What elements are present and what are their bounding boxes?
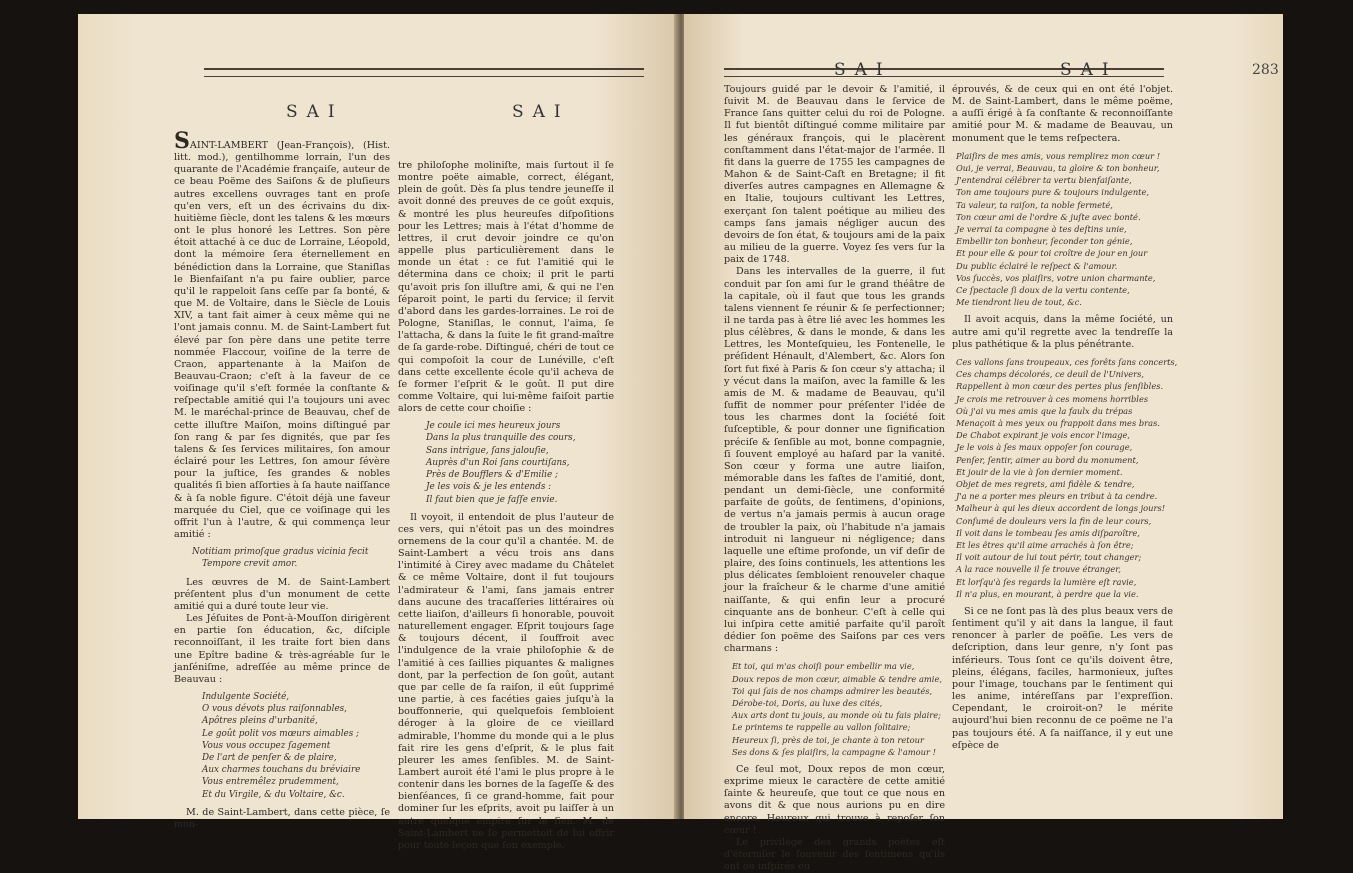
verse-line: Doux repos de mon cœur, aimable & tendre amie, [732, 673, 942, 684]
verse-line: A la race nouvelle il ſe trouve étranger, [956, 564, 1121, 575]
verse-line: Rappellent à mon cœur des pertes plus ſenſibles. [956, 381, 1164, 392]
verse-line: Auprès d'un Roi ſans courtiſans, [426, 457, 570, 468]
verse-line: Dans la plus tranquille des cours, [426, 433, 576, 444]
verse-line: Malheur à qui les dieux accordent de longs jours! [956, 503, 1166, 514]
running-head-left: SAI [286, 102, 344, 122]
verse-line: Vos ſuccès, vos plaiſirs, votre union charmante, [956, 272, 1156, 283]
verse-line: Je crois me retrouver à ces momens horribles [956, 393, 1149, 404]
paragraph: Les Jéſuites de Pont-à-Mouſſon dirigèrent en partie ſon éducation, &c, diſciple reconnoiſſant, il les traite fort bien dans une Epître badine & très-agréable ſur le janſéniſme, adreſſée au même prince de Beauvau : [174, 613, 390, 685]
paragraph: Si ce ne ſont pas là des plus beaux vers de ſentiment qu'il y ait dans la langue, il faut renoncer à parler de poëſie. Les vers de deſcription, dans leur genre, n'y ſont pas inférieurs. Tous ſont ce qu'ils doivent être, pleins, élégans, faciles, harmonieux, juſtes pour l'image, touchans par le ſentiment qui les anime, intéreſſans par l'expreſſion. Cependant, le croiroit-on? le mérite aujourd'hui bien reconnu de ce poëme ne l'a pas toujours été. A ſa naiſſance, il y eut une eſpèce de [952, 605, 1173, 751]
drop-cap: S [174, 128, 190, 154]
verse-line: Je le vois à ſes maux oppoſer ſon courage, [956, 442, 1133, 453]
top-rule [204, 68, 644, 77]
paragraph: éprouvés, & de ceux qui en ont été l'objet. M. de Saint-Lambert, dans le même poëme, a auſſi érigé à ſa conſtante & reconnoiſſante amitié pour M. & madame de Beauvau, un monument que le tems reſpectera. [952, 84, 1173, 144]
verse-line: Je verrai ta compagne à tes deſtins unie, [956, 224, 1127, 234]
verse-line: Et lorſqu'à ſes regards la lumière eſt ravie, [956, 576, 1137, 587]
right-column-2 [952, 84, 1178, 752]
entry-text: AINT-LAMBERT (Jean-François), (Hist. litt. mod.), gentilhomme lorrain, l'un des quarante de l'Académie françaiſe, auteur de ce beau Poëme des Saiſons & de pluſieurs autres excellens ouvrages tant en proſe qu'en vers, eſt un des écrivains du dix-huitième ſiècle, dont les talens & les mœurs ont le plus honoré les Lettres. Son père étoit attaché à ce duc de Lorraine, Léopold, dont la mémoire ſera éternellement en bénédiction dans la Lorraine, que Staniſlas le Bienfaiſant n'a pu faire oublier, parce qu'il le rappeloit ſans ceſſe par ſa bonté, & que M. de Voltaire, dans le Siècle de Louis XIV, a tant fait aimer à ceux même qui ne l'ont jamais connu. M. de Saint-Lambert fut élevé par ſon père dans une petite terre nommée Flaccour, voiſine de la terre de Craon, appartenante à la Maiſon de Beauvau-Craon; c'eſt à la faveur de ce voiſinage qu'il s'eſt formée la conſtante & reſpectable amitié qui l'a toujours uni avec M. le maréchal-prince de Beauvau, chef de cette illuſtre Maiſon, moins diſtingué par ſon rang & par ſes dignités, que par ſes talens & ſes ſervices militaires, ſon amour éclairé pour les Lettres, ſon amour ſévère pour la juſtice, ſes grandes & nobles qualités ſi bien aſſorties à ſa haute naiſſance & à ſa noble figure. C'étoit déjà une faveur marquée du Ciel, que ce voiſinage qui les offrit l'un à l'autre, & qui commença leur amitié : [174, 140, 390, 540]
verse-line: Vous vous occupez ſagement [202, 740, 331, 751]
verse-line: J'entendrai célébrer ta vertu bienfaiſante, [956, 175, 1132, 186]
verse-line: De Chabot expirant je vois encor l'image, [956, 430, 1131, 441]
verse-block [956, 356, 1178, 600]
verse-line: Oui, je verrai, Beauvau, ta gloire & ton bonheur, [956, 162, 1160, 173]
verse-line: Penſer, ſentir, aimer au bord du monument, [956, 454, 1139, 465]
verse-line: Ses dons & ſes plaiſirs, la campagne & l'amour ! [732, 746, 936, 757]
verse-line: Et jouir de la vie à ſon dernier moment. [956, 466, 1123, 477]
verse-line: Indulgente Société, [202, 691, 290, 702]
verse-line: Le goût polit vos mœurs aimables ; [202, 728, 360, 739]
paragraph: M. de Saint-Lambert, dans cette pièce, ſe mon- [174, 806, 390, 830]
entry-saint-lambert [174, 128, 390, 541]
verse-line: Il voit autour de lui tout périr, tout changer; [956, 552, 1142, 563]
verse-line: Aux arts dont tu jouis, au monde où tu fais plaire; [732, 710, 941, 721]
left-column-1 [174, 128, 390, 831]
verse-line: Apôtres pleins d'urbanité, [202, 716, 318, 727]
verse-line: Il faut bien que je faſſe envie. [426, 494, 558, 505]
paragraph: tre philoſophe moliniſte, mais ſurtout il ſe montre poëte aimable, correct, élégant, plein de goût. Dès ſa plus tendre jeuneſſe il avoit donné des preuves de ce goût exquis, & montré les plus heureuſes diſpoſitions pour les Lettres; mais à l'état d'homme de lettres, il crut devoir joindre ce qu'on appelle plus particulièrement dans le monde un état : ce fut l'amitié qui le détermina dans ce choix; il prit le parti qu'avoit pris ſon illuſtre ami, & qui ne l'en ſéparoit point, le parti du ſervice; il ſervit d'abord dans les gardes-lorraines. Le roi de Pologne, Staniſlas, le connut, l'aima, ſe l'attacha, & dans la ſuite le fit grand-maître de ſa garde-robe. Diſtingué, chéri de tout ce qui compoſoit la cour de Lunéville, c'eſt dans cette excellente école qu'il acheva de ſe former l'eſprit & le goût. Il put dire comme Voltaire, qui lui-même faiſoit partie alors de cette cour choiſie : [398, 160, 614, 415]
verse-line: Ce ſpectacle ſi doux de la vertu contente, [956, 285, 1130, 296]
verse-line: Objet de mes regrets, ami fidèle & tendre, [956, 478, 1135, 489]
right-column-1 [724, 84, 945, 873]
verse-line: Conſumé de douleurs vers la fin de leur cours, [956, 515, 1152, 526]
verse-line: Ces vallons ſans troupeaux, ces forêts ſans concerts, [956, 356, 1178, 367]
verse-line: Embellir ton bonheur, ſeconder ton génie, [956, 236, 1133, 247]
latin-line: Notitiam primoſque gradus vicinia fecit [192, 547, 369, 558]
verse-line: Me tiendront lieu de tout, &c. [956, 297, 1082, 308]
verse-line: Dérobe-toi, Doris, au luxe des cités, [732, 697, 883, 708]
verse-line: Et toi, qui m'as choiſi pour embellir ma vie, [732, 661, 915, 672]
verse-line: Menaçoit à mes yeux ou frappoit dans mes bras. [956, 417, 1160, 428]
open-book [78, 14, 1283, 873]
running-head-right: SAI [512, 102, 570, 122]
paragraph: Toujours guidé par le devoir & l'amitié, il ſuivit M. de Beauvau dans le ſervice de France ſans quitter celui du roi de Pologne. Il fut bientôt diſtingué comme militaire par les généraux françois, qui le placèrent conſtamment dans l'état-major de l'armée. Il fit dans la guerre de 1755 les campagnes de Mahon & de Saint-Caſt en Bretagne; il fit diverſes autres campagnes en Allemagne & en Italie, toujours cultivant les Lettres, exerçant ſon talent poétique au milieu des camps ſans jamais négliger aucun des devoirs de ſon état, & toujours ami de la paix au milieu de la guerre. Voyez ſes vers ſur la paix de 1748. [724, 84, 945, 266]
verse-line: Le printems te rappelle au vallon ſolitaire; [732, 722, 911, 733]
verse-line: Je coule ici mes heureux jours [426, 421, 561, 432]
verse-line: Ces champs décolorés, ce deuil de l'Univers, [956, 369, 1145, 380]
verse-line: De l'art de penſer & de plaire, [202, 752, 337, 763]
verse-line: Où j'ai vu mes amis que la faulx du trépas [956, 405, 1133, 416]
paragraph: Le privilège des grands poëtes eſt d'éterniſer le ſouvenir des ſentimens qu'ils ont ou inſpirés ou [724, 836, 945, 873]
verse-line: Et du Virgile, & du Voltaire, &c. [202, 789, 345, 800]
verse-line: Vous entremêlez prudemment, [202, 777, 339, 788]
right-page [684, 14, 1283, 873]
verse-line: Ton cœur ami de l'ordre & juſte avec bonté. [956, 211, 1141, 222]
verse-line: Plaiſirs de mes amis, vous remplirez mon cœur ! [956, 150, 1161, 161]
paragraph: Les œuvres de M. de Saint-Lambert préſentent plus d'un monument de cette amitié qui a duré toute leur vie. [174, 576, 390, 612]
page-number: 283 [1252, 62, 1279, 78]
latin-quote [192, 546, 390, 570]
verse-line: Il voit dans le tombeau ſes amis diſparoître, [956, 527, 1140, 538]
verse-block [956, 150, 1173, 309]
verse-line: Et pour elle & pour toi croître de jour en jour [956, 248, 1148, 259]
verse-line: O vous dévots plus raiſonnables, [202, 704, 347, 715]
left-column-2 [398, 160, 614, 852]
verse-line: Je les vois & je les entends : [426, 482, 552, 493]
verse-line: Sans intrigue, ſans jalouſie, [426, 445, 549, 456]
verse-line: Et les êtres qu'il aime arrachés à ſon être; [956, 539, 1134, 550]
latin-line: Tempore crevit amor. [202, 559, 298, 570]
verse-line: Ta valeur, ta raiſon, ta noble fermeté, [956, 199, 1113, 210]
verse-line: Près de Boufflers & d'Emilie ; [426, 470, 558, 481]
running-head-left: SAI [834, 60, 892, 80]
paragraph: Il avoit acquis, dans la même ſociété, un autre ami qu'il regrette avec la tendreſſe la plus pathétique & la plus pénétrante. [952, 314, 1173, 350]
verse-block [732, 660, 945, 758]
running-head-right: SAI [1060, 60, 1118, 80]
verse-block [426, 420, 614, 505]
verse-block [202, 691, 390, 801]
paragraph: Il voyoit, il entendoit de plus l'auteur de ces vers, qui n'étoit pas un des moindres ornemens de la cour qu'il a chantée. M. de Saint-Lambert a vécu trois ans dans l'intimité à Cirey avec madame du Châtelet & ce même Voltaire, dont il fut toujours l'admirateur & l'ami, ſans jamais entrer dans aucune des tracaſſeries littéraires où cette liaiſon, d'ailleurs ſi honorable, pouvoit naturellement engager. Eſprit toujours ſage & toujours décent, il ſouffroit avec l'indulgence de la vraie philoſophie & de l'amitié à ces ſaillies piquantes & malignes dont, par la perfection de ſon goût, autant que par celle de ſa raiſon, il eût ſupprimé une partie, à ces facéties gaies juſqu'à la bouffonnerie, qui quelquefois ſembloient déroger à la gloire de ce vieillard admirable, l'homme du monde qui a le plus fait rire les gens d'eſprit, & le plus fait pleurer les ames ſenſibles. M. de Saint-Lambert auroit été l'ami le plus propre à le contenir dans les bornes de la ſageſſe & des bienſéances, ſi ce grand-homme, fait pour dominer ſur les eſprits, avoit pu laiſſer à un autre quelque empire ſur le ſien. M. de Saint-Lambert ne ſe permettoit de lui offrir pour toute leçon que ſon exemple. [398, 511, 614, 851]
left-page [78, 14, 678, 851]
verse-line: Du public éclairé le reſpect & l'amour. [956, 260, 1118, 271]
verse-line: Ton ame toujours pure & toujours indulgente, [956, 187, 1150, 198]
paragraph: Dans les intervalles de la guerre, il fut conduit par ſon ami ſur le grand théâtre de la capitale, où il faut que tous les grands talens viennent ſe réunir & ſe perfectionner; il ne tarda pas à être lié avec les hommes les plus célèbres, & dans le monde, & dans les Lettres, les Monteſquieu, les Fontenelle, le préſident Hénault, d'Alembert, &c. Alors ſon ſort fut fixé à Paris & ſon cœur s'y attacha; il y vécut dans la maiſon, avec la famille & les amis de M. & madame de Beauvau, qu'il ſuffit de nommer pour préſenter l'idée de tous les charmes dont la ſociété ſoit ſuſceptible, & pour donner une ſignification préciſe & ſenſible au mot, bonne compagnie, ſi ſouvent employé au haſard par la vanité. Son cœur y forma une autre liaiſon, mémorable dans les faſtes de l'amitié, dont, pendant un demi-ſiècle, une conformité parfaite de goûts, de ſentimens, d'opinions, de vertus n'a jamais permis à aucun orage de troubler la paix, où l'habitude n'a jamais introduit ni langueur ni négligence; dans laquelle une eſtime profonde, un vif deſir de plaire, des ſoins continuels, les attentions les plus délicates ſembloient renouveler chaque jour la fraîcheur & le charme d'une amitié naiſſante, & qui enfin leur a procuré cinquante ans de bonheur. C'eſt à celle qui lui inſpira cette amitié parfaite qu'il paroît dédier ſon poëme des Saiſons par ces vers charmans : [724, 266, 945, 655]
paragraph: Ce ſeul mot, Doux repos de mon cœur, exprime mieux le caractère de cette amitié ſainte & heureuſe, que tout ce que nous en avons dit & que nous aurions pu en dire encore. Heureux qui trouve à repoſer ſon cœur ! [724, 763, 945, 836]
verse-line: Aux charmes touchans du bréviaire [202, 765, 361, 776]
verse-line: Il n'a plus, en mourant, à perdre que la vie. [956, 588, 1139, 599]
verse-line: Toi qui ſais de nos champs admirer les beautés, [732, 685, 933, 696]
verse-line: J'a ne a porter mes pleurs en tribut à ta cendre. [956, 491, 1158, 502]
verse-line: Heureux ſi, près de toi, je chante à ton retour [732, 734, 924, 745]
